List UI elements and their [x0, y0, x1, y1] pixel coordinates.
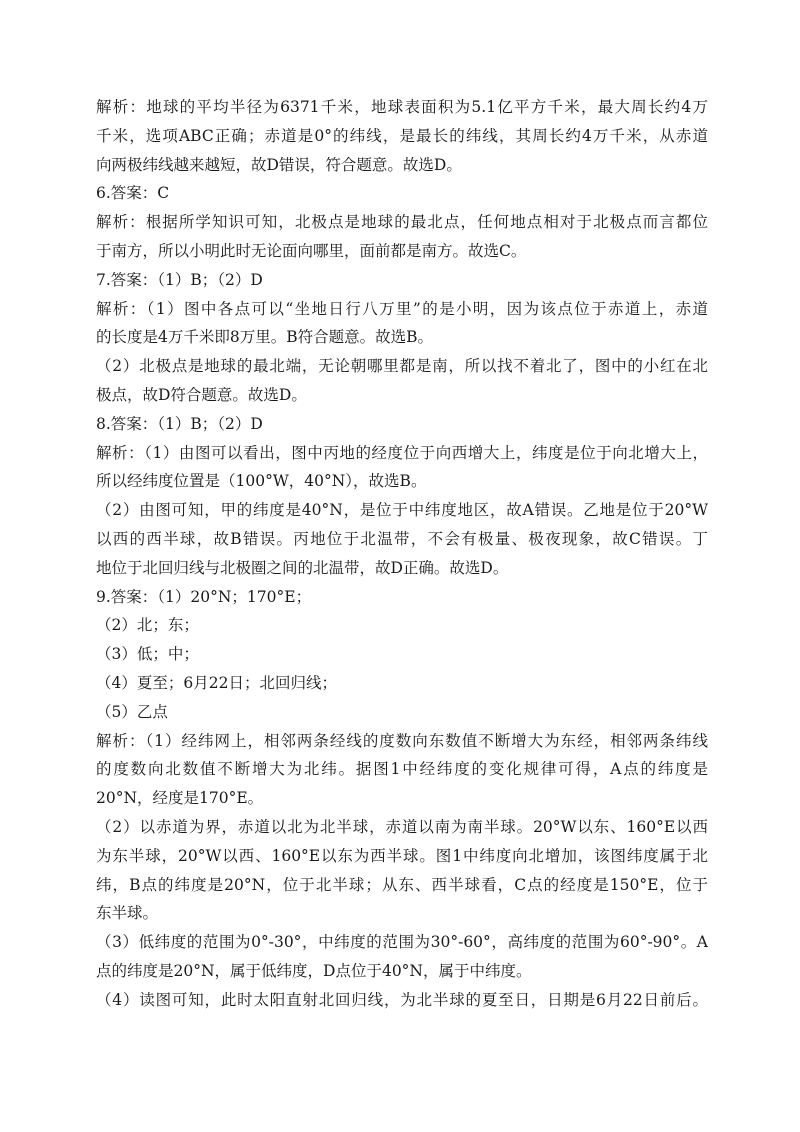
- text-line: 千米，选项ABC正确；赤道是0°的纬线，是最长的纬线，其周长约4万千米，从赤道: [96, 126, 708, 145]
- text-line: （2）以赤道为界，赤道以北为北半球，赤道以南为南半球。20°W以东、160°E以西: [96, 817, 708, 836]
- text-line: 于南方，所以小明此时无论面向哪里，面前都是南方。故选C。: [96, 241, 527, 260]
- text-line: 9.答案：（1）20°N；170°E；: [96, 587, 312, 606]
- text-line: 为东半球，20°W以西、160°E以东为西半球。图1中纬度向北增加，该图纬度属于北: [96, 846, 708, 865]
- text-line: 纬，B点的纬度是20°N，位于北半球；从东、西半球看，C点的经度是150°E，位于: [96, 875, 708, 894]
- text-line: 解析：（1）由图可以看出，图中丙地的经度位于向西增大上，纬度是位于向北增大上，: [96, 443, 708, 462]
- text-line: （3）低；中；: [96, 645, 199, 664]
- text-line: （4）夏至；6月22日；北回归线；: [96, 673, 337, 692]
- text-line: 8.答案：（1）B；（2）D: [96, 414, 263, 433]
- text-line: （2）北极点是地球的最北端，无论朝哪里都是南，所以找不着北了，图中的小红在北: [96, 357, 708, 376]
- text-line: 解析：根据所学知识可知，北极点是地球的最北点，任何地点相对于北极点而言都位: [96, 213, 708, 232]
- text-line: （5）乙点: [96, 702, 168, 721]
- text-line: 6.答案：C: [96, 184, 170, 203]
- text-line: 7.答案：（1）B；（2）D: [96, 270, 263, 289]
- text-line: 的长度是4万千米即8万里。B符合题意。故选B。: [96, 328, 434, 347]
- text-line: （3）低纬度的范围为0°-30°，中纬度的范围为30°-60°，高纬度的范围为60°-90°。A: [96, 933, 708, 952]
- text-line: （2）由图可知，甲的纬度是40°N，是位于中纬度地区，故A错误。乙地是位于20°W: [96, 501, 708, 520]
- text-line: 向两极纬线越来越短，故D错误，符合题意。故选D。: [96, 155, 462, 174]
- text-line: 20°N，经度是170°E。: [96, 789, 264, 808]
- text-line: 解析：地球的平均半径为6371千米，地球表面积为5.1亿平方千米，最大周长约4万: [96, 98, 708, 116]
- text-line: 极点，故D符合题意。故选D。: [96, 385, 307, 404]
- text-line: 的度数向北数值不断增大为北纬。据图1中经纬度的变化规律可得，A点的纬度是: [96, 760, 708, 779]
- text-line: 解析：（1）图中各点可以“坐地日行八万里”的是小明，因为该点位于赤道上，赤道: [96, 299, 708, 318]
- text-line: 解析：（1）经纬网上，相邻两条经线的度数向东数值不断增大为东经，相邻两条纬线: [96, 731, 708, 750]
- text-line: （2）北；东；: [96, 616, 199, 635]
- text-line: 地位于北回归线与北极圈之间的北温带，故D正确。故选D。: [96, 558, 509, 577]
- text-line: 点的纬度是20°N，属于低纬度，D点位于40°N，属于中纬度。: [96, 961, 532, 980]
- answer-text-block: [96, 93, 708, 1015]
- text-line: 以西的西半球，故B错误。丙地位于北温带，不会有极量、极夜现象，故C错误。丁: [96, 529, 708, 548]
- text-line: （4）读图可知，此时太阳直射北回归线，为北半球的夏至日，日期是6月22日前后。: [96, 990, 708, 1009]
- text-line: 所以经纬度位置是（100°W，40°N），故选B。: [96, 472, 427, 491]
- text-line: 东半球。: [96, 904, 159, 923]
